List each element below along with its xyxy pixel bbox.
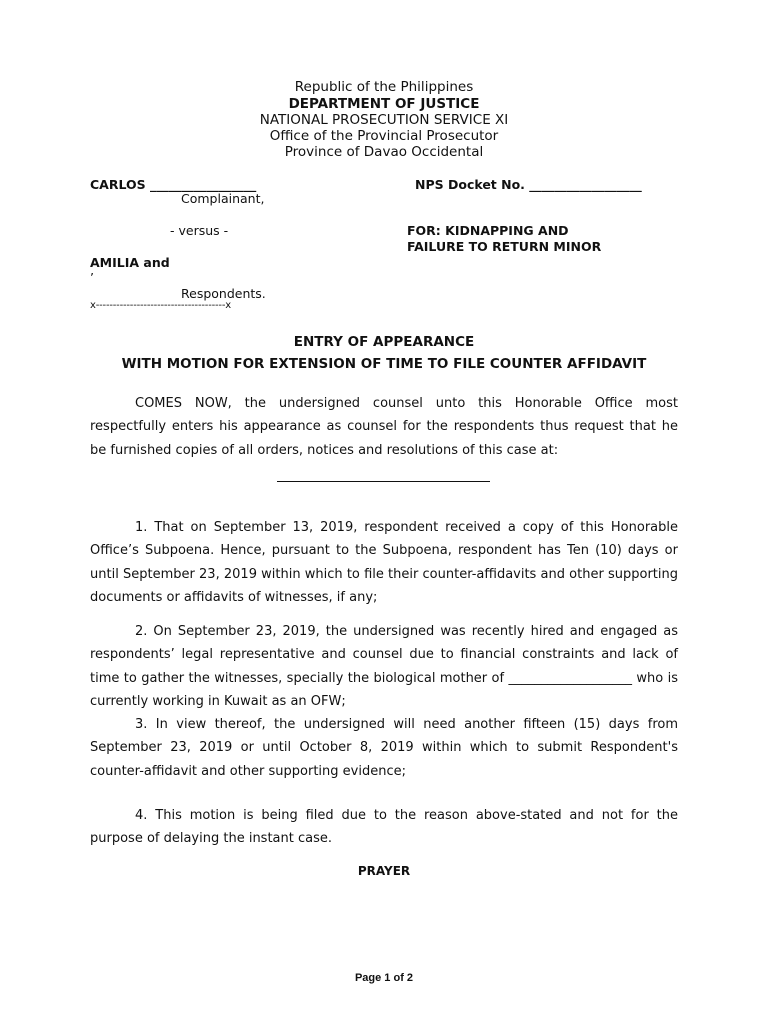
paragraph-2	[90, 620, 678, 713]
address-blank-line	[277, 481, 490, 482]
complainant-name: CARLOS _________________	[90, 177, 257, 192]
charge-line-2: FAILURE TO RETURN MINOR	[407, 239, 602, 254]
page-number: Page 1 of 2	[354, 972, 414, 984]
caption-divider: x--------------------------------------x	[90, 300, 231, 311]
document-title-line-2: WITH MOTION FOR EXTENSION OF TIME TO FILE COUNTER AFFIDAVIT	[121, 356, 647, 372]
document-title-line-1: ENTRY OF APPEARANCE	[293, 334, 475, 350]
complainant-label: Complainant,	[181, 191, 265, 206]
header-province: Province of Davao Occidental	[284, 144, 484, 160]
paragraph-2-text: 2. On September 23, 2019, the undersigned was recently hired and engaged as respondents’ legal representative and counsel due to financial constraints and lack of time to gather the witnesses, specially the biological mother of ___________________ who is currently working in Kuwait as an OFW;	[90, 624, 678, 709]
paragraph-3	[90, 713, 678, 783]
header-office: Office of the Provincial Prosecutor	[269, 128, 499, 144]
prayer-heading: PRAYER	[357, 864, 411, 878]
header-prosecution-service: NATIONAL PROSECUTION SERVICE XI	[259, 112, 509, 128]
respondent-comma: ’	[90, 270, 94, 285]
paragraph-1	[90, 516, 678, 609]
charge-line-1: FOR: KIDNAPPING AND	[407, 223, 569, 238]
paragraph-4	[90, 804, 678, 851]
docket-number: NPS Docket No. __________________	[415, 177, 642, 192]
paragraph-1-text: 1. That on September 13, 2019, respondent received a copy of this Honorable Office’s Subpoena. Hence, pursuant to the Subpoena, respondent has Ten (10) days or until September 23, 2019 within which to file their counter-affidavits and other supporting documents or affidavits of witnesses, if any;	[90, 520, 678, 605]
paragraph-4-text: 4. This motion is being filed due to the reason above-stated and not for the purpose of delaying the instant case.	[90, 808, 678, 847]
intro-text: COMES NOW, the undersigned counsel unto this Honorable Office most respectfully enters his appearance as counsel for the respondents thus request that he be furnished copies of all orders, notices and resolutions of this case at:	[90, 396, 678, 458]
intro-paragraph	[90, 392, 678, 462]
respondents-label: Respondents.	[181, 286, 266, 301]
header-department: DEPARTMENT OF JUSTICE	[288, 96, 480, 112]
versus-label: - versus -	[170, 223, 229, 238]
header-republic: Republic of the Philippines	[294, 79, 474, 95]
respondent-name: AMILIA and	[90, 255, 170, 270]
paragraph-3-text: 3. In view thereof, the undersigned will need another fifteen (15) days from September 23, 2019 or until October 8, 2019 within which to submit Respondent's counter-affidavit and other supporting evidence;	[90, 717, 678, 779]
